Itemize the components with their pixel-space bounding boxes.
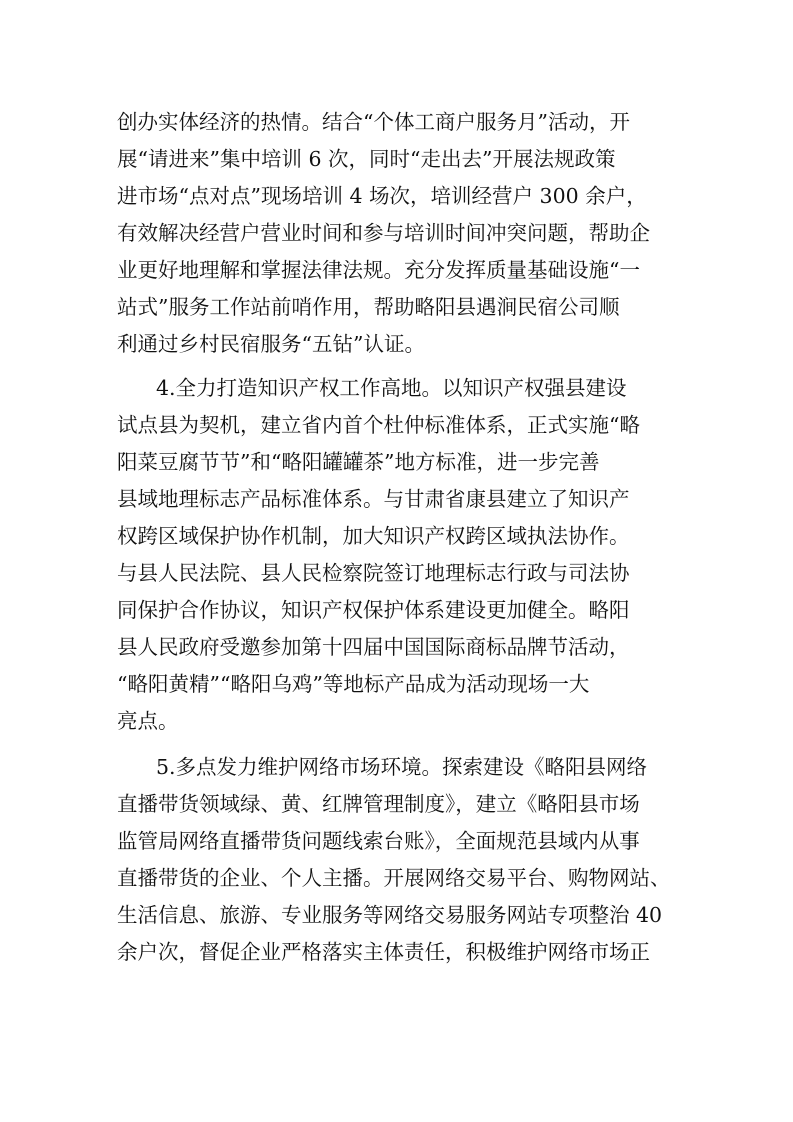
text-line: 试点县为契机，建立省内首个杜仲标准体系，正式实施“略	[117, 413, 640, 437]
text-line: 生活信息、旅游、专业服务等网络交易服务网站专项整治 40	[117, 903, 663, 927]
text-line: 展“请进来”集中培训 6 次，同时“走出去”开展法规政策	[117, 147, 616, 171]
document-body	[117, 104, 681, 971]
text-line: 直播带货的企业、个人主播。开展网络交易平台、购物网站、	[117, 866, 671, 890]
paragraph-1	[117, 104, 681, 363]
text-line: 站式”服务工作站前哨作用，帮助略阳县遇涧民宿公司顺	[117, 295, 620, 319]
text-line: 5.多点发力维护网络市场环境。探索建设《略阳县网络	[156, 755, 648, 779]
text-line: 业更好地理解和掌握法律法规。充分发挥质量基础设施“一	[117, 258, 640, 282]
text-line: 县域地理标志产品标准体系。与甘肃省康县建立了知识产	[117, 487, 630, 511]
text-line: 4.全力打造知识产权工作高地。以知识产权强县建设	[156, 376, 627, 400]
text-line: 权跨区域保护协作机制，加大知识产权跨区域执法协作。	[117, 524, 630, 548]
text-line: 亮点。	[117, 709, 179, 733]
text-line: 有效解决经营户营业时间和参与培训时间冲突问题，帮助企	[117, 221, 650, 245]
text-line: 进市场“点对点”现场培训 4 场次，培训经营户 300 余户，	[117, 184, 647, 208]
text-line: “略阳黄精”“略阳乌鸡”等地标产品成为活动现场一大	[117, 672, 590, 696]
text-line: 县人民政府受邀参加第十四届中国国际商标品牌节活动，	[117, 635, 630, 659]
text-line: 阳菜豆腐节节”和“略阳罐罐茶”地方标准，进一步完善	[117, 450, 600, 474]
text-line: 同保护合作协议，知识产权保护体系建设更加健全。略阳	[117, 598, 630, 622]
text-line: 监管局网络直播带货问题线索台账》，全面规范县域内从事	[117, 829, 640, 853]
text-line: 直播带货领域绿、黄、红牌管理制度》，建立《略阳县市场	[117, 792, 640, 816]
paragraph-3	[117, 749, 681, 971]
text-line: 利通过乡村民宿服务“五钻”认证。	[117, 332, 425, 356]
text-line: 创办实体经济的热情。结合“个体工商户服务月”活动，开	[117, 110, 630, 134]
text-line: 余户次，督促企业严格落实主体责任，积极维护网络市场正	[117, 940, 650, 964]
text-line: 与县人民法院、县人民检察院签订地理标志行政与司法协	[117, 561, 630, 585]
paragraph-2	[117, 370, 681, 740]
